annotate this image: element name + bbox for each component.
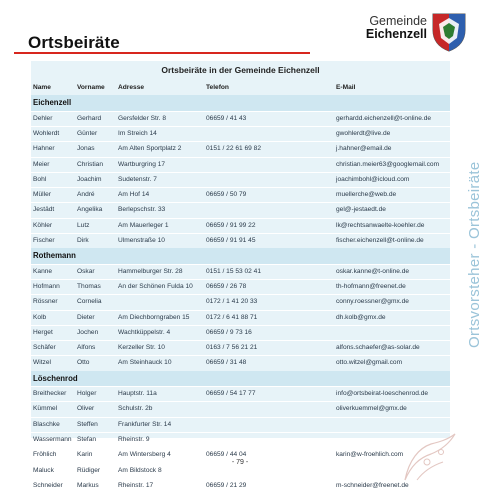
adresse-cell: Am Steinhauck 10 — [118, 359, 172, 367]
email-cell[interactable]: karin@w-froehlich.com — [336, 451, 404, 459]
adresse-cell: Berlepschstr. 33 — [118, 206, 166, 214]
column-header: Name — [33, 84, 51, 91]
vorname-cell: Jonas — [77, 145, 95, 153]
name-cell: Hahner — [33, 145, 55, 153]
adresse-cell: Rheinstr. 9 — [118, 435, 150, 443]
column-header: Telefon — [206, 84, 229, 91]
page-title: Ortsbeiräte — [28, 33, 120, 52]
adresse-cell: Am Diechborngraben 15 — [118, 313, 190, 321]
table-row — [31, 310, 450, 326]
adresse-cell: Hammelburger Str. 28 — [118, 267, 183, 275]
email-cell[interactable]: alfons.schaefer@as-solar.de — [336, 344, 420, 352]
table-row — [31, 157, 450, 173]
adresse-cell: Rheinstr. 17 — [118, 481, 154, 489]
name-cell: Wohlerdt — [33, 129, 60, 137]
name-cell: Rössner — [33, 298, 58, 306]
vorname-cell: Thomas — [77, 282, 101, 290]
section-name: Löschenrod — [33, 373, 78, 383]
telefon-cell: 0151 / 15 53 02 41 — [206, 267, 261, 275]
vorname-cell: Oliver — [77, 405, 95, 413]
table-row — [31, 478, 450, 494]
name-cell: Hofmann — [33, 282, 60, 290]
table-row — [31, 218, 450, 234]
telefon-cell: 06659 / 50 79 — [206, 191, 247, 199]
name-cell: Meier — [33, 160, 50, 168]
section-heading — [31, 95, 450, 111]
name-cell: Wassermann — [33, 435, 72, 443]
email-cell[interactable]: gwohlerdt@live.de — [336, 129, 391, 137]
vorname-cell: Gerhard — [77, 114, 102, 122]
adresse-cell: Kerzeller Str. 10 — [118, 344, 165, 352]
name-cell: Müller — [33, 191, 51, 199]
vorname-cell: Oskar — [77, 267, 95, 275]
name-cell: Schäfer — [33, 344, 56, 352]
adresse-cell: Am Wintersberg 4 — [118, 451, 171, 459]
adresse-cell: Am Mauerleger 1 — [118, 221, 169, 229]
table-row — [31, 401, 450, 417]
table-row — [31, 386, 450, 402]
name-cell: Maluck — [33, 466, 54, 474]
table-row — [31, 202, 450, 218]
section-heading — [31, 248, 450, 264]
name-cell: Jestädt — [33, 206, 55, 214]
telefon-cell: 06659 / 54 17 77 — [206, 390, 256, 397]
table-row — [31, 325, 450, 341]
vorname-cell: Jochen — [77, 328, 99, 336]
telefon-cell: 06659 / 44 04 — [206, 451, 247, 459]
telefon-cell: 0172 / 6 41 88 71 — [206, 313, 258, 321]
telefon-cell: 0172 / 1 41 20 33 — [206, 298, 258, 306]
telefon-cell: 06659 / 91 91 45 — [206, 237, 256, 244]
adresse-cell: Am Alten Sportplatz 2 — [118, 145, 182, 153]
name-cell: Kanne — [33, 267, 53, 275]
name-cell: Bohl — [33, 175, 47, 183]
adresse-cell: An der Schönen Fulda 10 — [118, 282, 193, 290]
adresse-cell: Sudetenstr. 7 — [118, 175, 157, 183]
telefon-cell: 06659 / 91 99 22 — [206, 221, 256, 229]
vorname-cell: Steffen — [77, 420, 98, 428]
adresse-cell: Am Bildstock 8 — [118, 466, 162, 474]
page-number: - 79 - — [231, 459, 249, 466]
table-row — [31, 417, 450, 433]
table-row — [31, 141, 450, 157]
telefon-cell: 06659 / 26 78 — [206, 282, 247, 290]
vorname-cell: Cornelia — [77, 298, 102, 306]
table-row — [31, 172, 450, 188]
email-cell[interactable]: otto.witzel@gmail.com — [336, 359, 403, 367]
vorname-cell: Holger — [77, 390, 97, 397]
telefon-cell: 0163 / 7 56 21 21 — [206, 344, 258, 352]
name-cell: Schneider — [33, 481, 63, 489]
email-cell[interactable]: info@ortsbeirat-loeschenrod.de — [336, 390, 429, 397]
email-cell[interactable]: conny.roessner@gmx.de — [336, 298, 409, 306]
vorname-cell: Dirk — [77, 237, 89, 244]
name-cell: Köhler — [33, 221, 53, 229]
table-row — [31, 111, 450, 127]
telefon-cell: 06659 / 31 48 — [206, 359, 247, 367]
name-cell: Dehler — [33, 114, 53, 122]
table-title: Ortsbeiräte in der Gemeinde Eichenzell — [161, 65, 320, 75]
vorname-cell: Günter — [77, 129, 98, 137]
logo-line-2: Eichenzell — [365, 27, 427, 41]
email-cell[interactable]: joachimbohl@icloud.com — [336, 175, 410, 183]
email-cell[interactable]: christian.meier63@googlemail.com — [336, 160, 440, 168]
name-cell: Kümmel — [33, 405, 58, 413]
name-cell: Fischer — [33, 237, 55, 244]
table-row — [31, 279, 450, 295]
coat-of-arms-icon — [431, 12, 467, 52]
table-row — [31, 264, 450, 280]
section-name: Eichenzell — [33, 98, 72, 108]
adresse-cell: Wachtküppelstr. 4 — [118, 328, 171, 336]
vorname-cell: Alfons — [77, 344, 96, 352]
email-cell[interactable]: oskar.kanne@t-online.de — [336, 267, 410, 275]
telefon-cell: 06659 / 9 73 16 — [206, 328, 252, 336]
name-cell: Fröhlich — [33, 451, 57, 459]
vorname-cell: Rüdiger — [77, 466, 101, 474]
table-row — [31, 187, 450, 203]
email-cell[interactable]: m-schneider@freenet.de — [336, 481, 409, 489]
ortsbeirat-table — [31, 61, 450, 489]
email-cell[interactable]: dh.kolb@gmx.de — [336, 313, 386, 321]
telefon-cell: 06659 / 21 29 — [206, 481, 247, 489]
vorname-cell: Christian — [77, 160, 104, 168]
vorname-cell: Markus — [77, 481, 99, 489]
adresse-cell: Schulstr. 2b — [118, 405, 153, 413]
adresse-cell: Gersfelder Str. 8 — [118, 114, 167, 122]
table-row — [31, 432, 450, 448]
table-row — [31, 126, 450, 142]
email-cell[interactable]: lk@rechtsanwaelte-koehler.de — [336, 221, 425, 229]
vorname-cell: Lutz — [77, 221, 90, 229]
email-cell[interactable]: gerhardd.eichenzell@t-online.de — [336, 114, 432, 122]
section-name: Rothemann — [33, 251, 76, 261]
name-cell: Witzel — [33, 359, 51, 367]
name-cell: Herget — [33, 328, 53, 336]
adresse-cell: Am Hof 14 — [118, 191, 150, 199]
vorname-cell: Stefan — [77, 435, 97, 443]
name-cell: Breithecker — [33, 390, 67, 397]
adresse-cell: Wartburgring 17 — [118, 160, 166, 168]
adresse-cell: Im Streich 14 — [118, 129, 157, 137]
municipality-name — [366, 15, 427, 41]
name-cell: Kolb — [33, 313, 47, 321]
table-row — [31, 233, 450, 249]
email-cell[interactable]: oliverkuemmel@gmx.de — [336, 405, 407, 413]
email-cell[interactable]: j.hahner@email.de — [336, 145, 392, 153]
oak-leaf-decoration — [397, 432, 457, 480]
vorname-cell: Otto — [77, 359, 90, 367]
table-row — [31, 355, 450, 371]
adresse-cell: Frankfurter Str. 14 — [118, 420, 172, 428]
telefon-cell: 06659 / 41 43 — [206, 114, 247, 122]
vorname-cell: Dieter — [77, 313, 95, 321]
vorname-cell: Karin — [77, 451, 93, 459]
vorname-cell: André — [77, 191, 95, 199]
logo-line-1: Gemeinde — [369, 14, 427, 28]
email-cell[interactable]: muellerche@web.de — [336, 191, 397, 199]
column-header: E-Mail — [336, 84, 356, 91]
email-cell[interactable]: gel@-jestaedt.de — [336, 206, 386, 214]
telefon-cell: 0151 / 22 61 69 82 — [206, 145, 261, 153]
table-row — [31, 340, 450, 356]
title-rule — [14, 52, 310, 54]
adresse-cell: Hauptstr. 11a — [118, 390, 157, 397]
table-row — [31, 294, 450, 310]
column-header: Vorname — [77, 84, 105, 91]
adresse-cell: Ulmenstraße 10 — [118, 237, 165, 244]
email-cell[interactable]: fischer.eichenzell@t-online.de — [336, 237, 424, 244]
email-cell[interactable]: th-hofmann@freenet.de — [336, 282, 406, 290]
section-heading — [31, 371, 450, 387]
name-cell: Blaschke — [33, 420, 60, 428]
side-section-label: Ortsvorsteher - Ortsbeiräte — [466, 161, 483, 348]
table-header-row — [31, 80, 450, 96]
vorname-cell: Joachim — [77, 175, 102, 183]
vorname-cell: Angelika — [77, 206, 103, 214]
column-header: Adresse — [118, 84, 145, 91]
